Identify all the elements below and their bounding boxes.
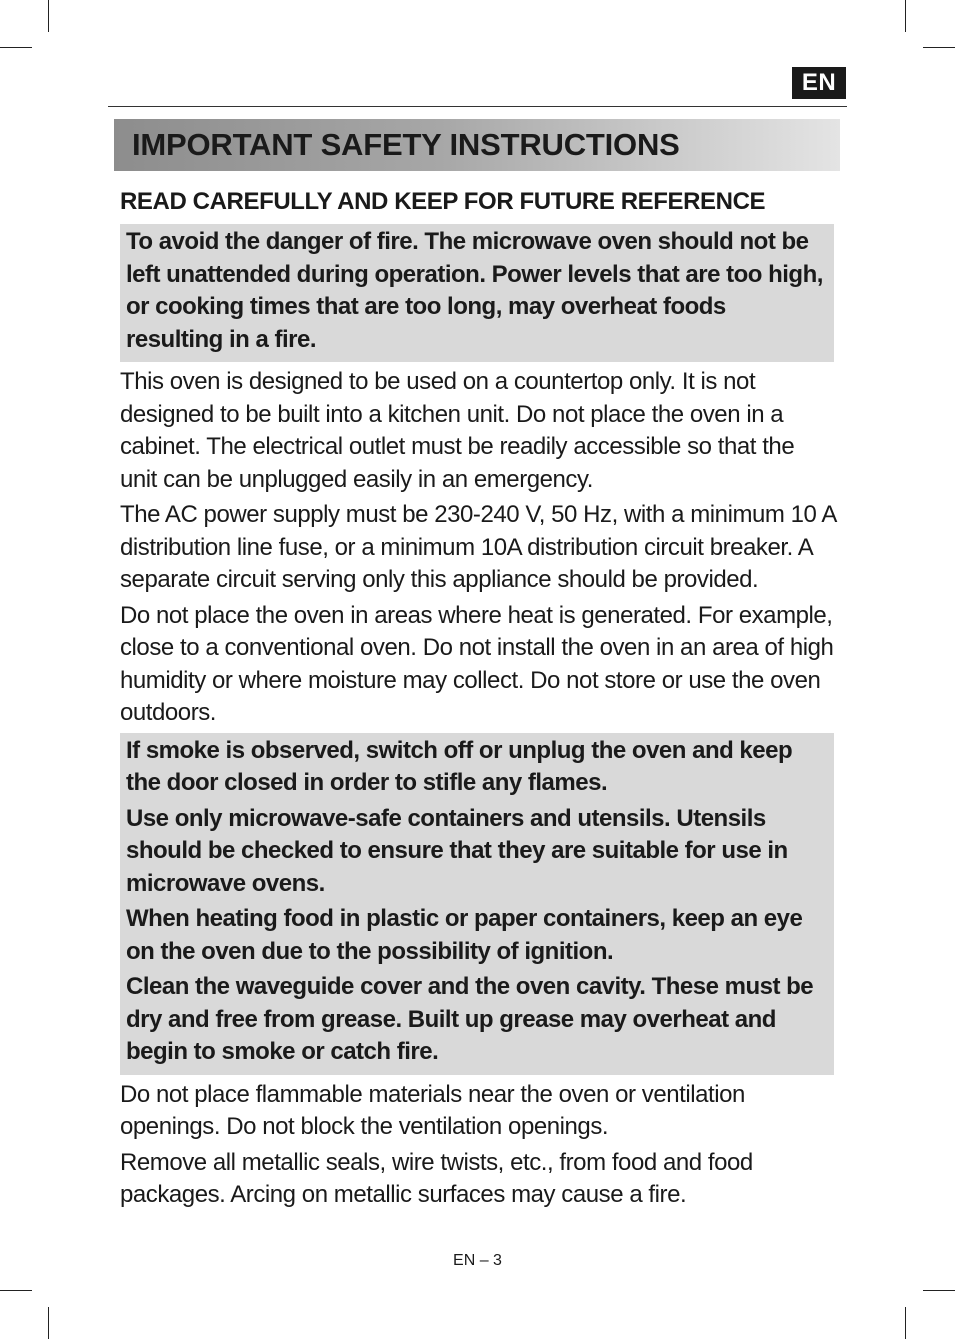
crop-mark-top-right-horizontal: [923, 47, 955, 48]
paragraph-countertop: This oven is designed to be used on a countertop only. It is not designed to be built into a kitchen unit. Do not place the oven in a cabinet. The electrical outlet must be readily accessible so that the unit can be unplugged easily in an emergency.: [120, 368, 795, 493]
crop-mark-bottom-left-horizontal: [0, 1290, 32, 1291]
warning-box-fire: [120, 224, 834, 362]
page-title: IMPORTANT SAFETY INSTRUCTIONS: [132, 127, 680, 162]
main-content: [120, 186, 836, 1215]
crop-mark-bottom-right-vertical: [905, 1307, 906, 1339]
header-rule: [108, 106, 847, 107]
crop-mark-top-right-vertical: [905, 0, 906, 32]
warning-text: Clean the waveguide cover and the oven cavity. These must be dry and free from grease. Built up grease may overheat and begin to smoke or catch fire.: [126, 973, 814, 1065]
paragraph-power-supply: The AC power supply must be 230-240 V, 50 Hz, with a minimum 10 A distribution line fuse, or a minimum 10A distribution circuit breaker. A separate circuit serving only this appliance should be provided.: [120, 501, 836, 593]
warning-text: If smoke is observed, switch off or unplug the oven and keep the door closed in order to stifle any flames.: [126, 736, 793, 796]
warning-text: Use only microwave-safe containers and utensils. Utensils should be checked to ensure that they are suitable for use in microwave ovens.: [126, 804, 788, 897]
warning-text: To avoid the danger of fire. The microwave oven should not be left unattended during operation. Power levels that are too high, or cooking times that are too long, may overheat foods resulting in a fire.: [126, 228, 823, 353]
page-number: EN – 3: [453, 1252, 502, 1269]
crop-mark-top-left-vertical: [48, 0, 49, 32]
paragraph-flammable: Do not place flammable materials near the oven or ventilation openings. Do not block the ventilation openings.: [120, 1080, 745, 1140]
warning-box-usage: [120, 733, 834, 1075]
title-bar: [114, 119, 840, 171]
paragraph-placement: Do not place the oven in areas where heat is generated. For example, close to a conventional oven. Do not install the oven in an area of high humidity or where moisture may collect. Do not store or use the oven outdoors.: [120, 601, 834, 726]
crop-mark-top-left-horizontal: [0, 47, 32, 48]
language-badge: EN: [792, 67, 846, 99]
crop-mark-bottom-right-horizontal: [923, 1290, 955, 1291]
section-subheading: READ CAREFULLY AND KEEP FOR FUTURE REFERENCE: [120, 188, 766, 215]
paragraph-metallic: Remove all metallic seals, wire twists, etc., from food and food packages. Arcing on metallic surfaces may cause a fire.: [120, 1148, 753, 1208]
crop-mark-bottom-left-vertical: [48, 1307, 49, 1339]
warning-text: When heating food in plastic or paper containers, keep an eye on the oven due to the possibility of ignition.: [126, 905, 803, 965]
